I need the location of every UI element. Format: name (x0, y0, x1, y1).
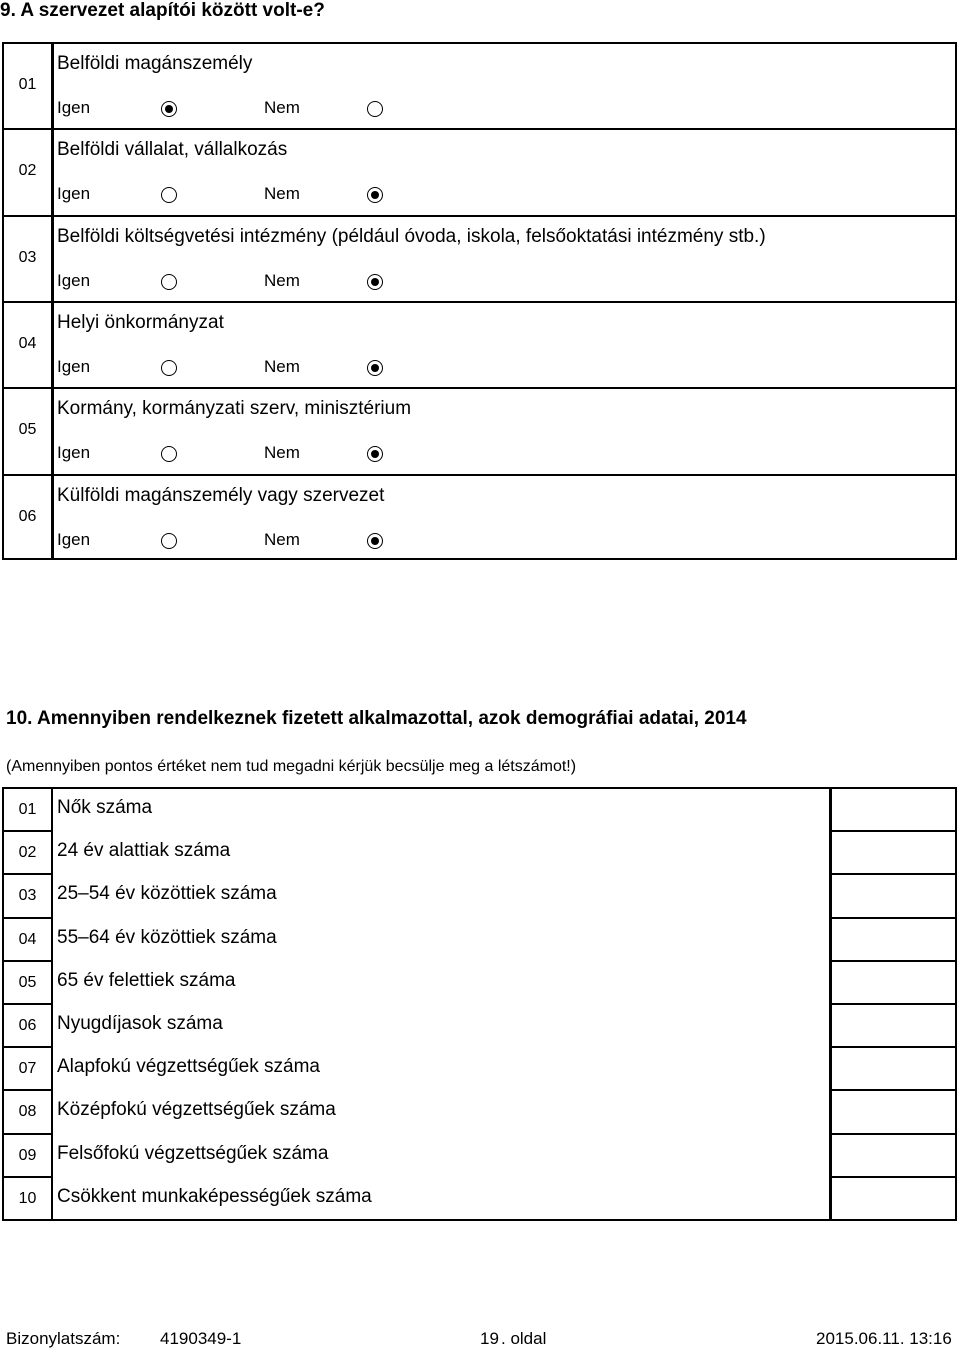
q10-value-input[interactable] (832, 962, 955, 1002)
q9-row-label: Belföldi magánszemély (57, 53, 253, 74)
q9-row-divider (2, 301, 957, 303)
q9-no-label: Nem (264, 357, 300, 376)
q10-row-label: Felsőfokú végzettségűek száma (57, 1143, 329, 1164)
q9-yes-label: Igen (57, 530, 91, 549)
q9-row-label: Külföldi magánszemély vagy szervezet (57, 485, 385, 506)
q9-row-divider (2, 215, 957, 217)
q9-row-label: Belföldi vállalat, vállalkozás (57, 139, 288, 160)
q10-row-label: Nyugdíjasok száma (57, 1013, 223, 1034)
q9-row-number: 02 (18, 162, 37, 179)
q10-value-input[interactable] (832, 832, 955, 872)
radio-selected-dot (371, 364, 379, 372)
q10-row-number: 05 (18, 974, 37, 991)
radio-selected-dot (371, 450, 379, 458)
footer-datetime: 2015.06.11. 13:16 (816, 1329, 952, 1348)
q9-yes-radio[interactable] (161, 101, 177, 117)
q9-no-label: Nem (264, 443, 300, 462)
q9-no-radio[interactable] (367, 533, 383, 549)
q10-row-number: 01 (18, 801, 37, 818)
q9-no-label: Nem (264, 530, 300, 549)
q9-no-radio[interactable] (367, 360, 383, 376)
q9-row-label: Helyi önkormányzat (57, 312, 224, 333)
q10-row-number: 07 (18, 1060, 37, 1077)
q10-row-number: 10 (18, 1190, 37, 1207)
q9-yes-radio[interactable] (161, 274, 177, 290)
footer-doc-id-label: Bizonylatszám: (6, 1329, 121, 1348)
q9-yes-label: Igen (57, 184, 91, 203)
q9-row-divider (2, 128, 957, 130)
q9-title: 9. A szervezet alapítói között volt-e? (0, 0, 325, 21)
q10-value-input[interactable] (832, 789, 955, 829)
q9-no-label: Nem (264, 271, 300, 290)
q9-row-label: Kormány, kormányzati szerv, minisztérium (57, 398, 412, 419)
radio-selected-dot (165, 105, 173, 113)
footer-page-number: 19 (480, 1329, 499, 1348)
q9-no-radio[interactable] (367, 187, 383, 203)
q9-no-radio[interactable] (367, 274, 383, 290)
footer-doc-id: 4190349-1 (160, 1329, 242, 1348)
q9-no-radio[interactable] (367, 446, 383, 462)
q9-yes-radio[interactable] (161, 533, 177, 549)
q9-row-number: 06 (18, 508, 37, 525)
radio-selected-dot (371, 537, 379, 545)
radio-selected-dot (371, 191, 379, 199)
q9-yes-label: Igen (57, 98, 91, 117)
q9-row-number: 03 (18, 249, 37, 266)
q10-row-label: Csökkent munkaképességűek száma (57, 1186, 372, 1207)
q9-row-divider (2, 474, 957, 476)
q10-value-input[interactable] (832, 1135, 955, 1175)
q10-row-number: 08 (18, 1103, 37, 1120)
q10-row-label: 65 év felettiek száma (57, 970, 236, 991)
q10-row-label: 24 év alattiak száma (57, 840, 231, 861)
q10-value-input[interactable] (832, 875, 955, 915)
q10-row-number: 04 (18, 931, 37, 948)
q10-row-number: 06 (18, 1017, 37, 1034)
q10-row-label: 25–54 év közöttiek száma (57, 883, 277, 904)
q10-value-input[interactable] (832, 1091, 955, 1131)
q10-value-input[interactable] (832, 1048, 955, 1088)
q9-no-label: Nem (264, 98, 300, 117)
q10-title: 10. Amennyiben rendelkeznek fizetett alkalmazottal, azok demográfiai adatai, 2014 (6, 708, 747, 729)
q10-value-input[interactable] (832, 1005, 955, 1045)
q10-row-label: Alapfokú végzettségűek száma (57, 1056, 320, 1077)
q9-no-label: Nem (264, 184, 300, 203)
q10-row-number: 09 (18, 1147, 37, 1164)
q9-row-number: 01 (18, 76, 37, 93)
q9-row-number: 04 (18, 335, 37, 352)
q9-yes-label: Igen (57, 443, 91, 462)
q10-row-number: 03 (18, 887, 37, 904)
q10-note: (Amennyiben pontos értéket nem tud megadni kérjük becsülje meg a létszámot!) (6, 758, 577, 775)
q10-value-input[interactable] (832, 1178, 955, 1218)
q9-yes-radio[interactable] (161, 446, 177, 462)
q9-no-radio[interactable] (367, 101, 383, 117)
q9-yes-radio[interactable] (161, 187, 177, 203)
radio-selected-dot (371, 278, 379, 286)
q10-row-label: 55–64 év közöttiek száma (57, 927, 277, 948)
q9-row-label: Belföldi költségvetési intézmény (például óvoda, iskola, felsőoktatási intézmény stb.) (57, 226, 766, 247)
q9-row-number: 05 (18, 421, 37, 438)
q10-row-label: Nők száma (57, 797, 153, 818)
footer-page-suffix: . oldal (501, 1329, 547, 1348)
q9-yes-radio[interactable] (161, 360, 177, 376)
q10-row-number: 02 (18, 844, 37, 861)
q9-yes-label: Igen (57, 357, 91, 376)
q9-row-divider (2, 387, 957, 389)
q10-row-label: Középfokú végzettségűek száma (57, 1099, 336, 1120)
q10-value-input[interactable] (832, 919, 955, 959)
q9-yes-label: Igen (57, 271, 91, 290)
